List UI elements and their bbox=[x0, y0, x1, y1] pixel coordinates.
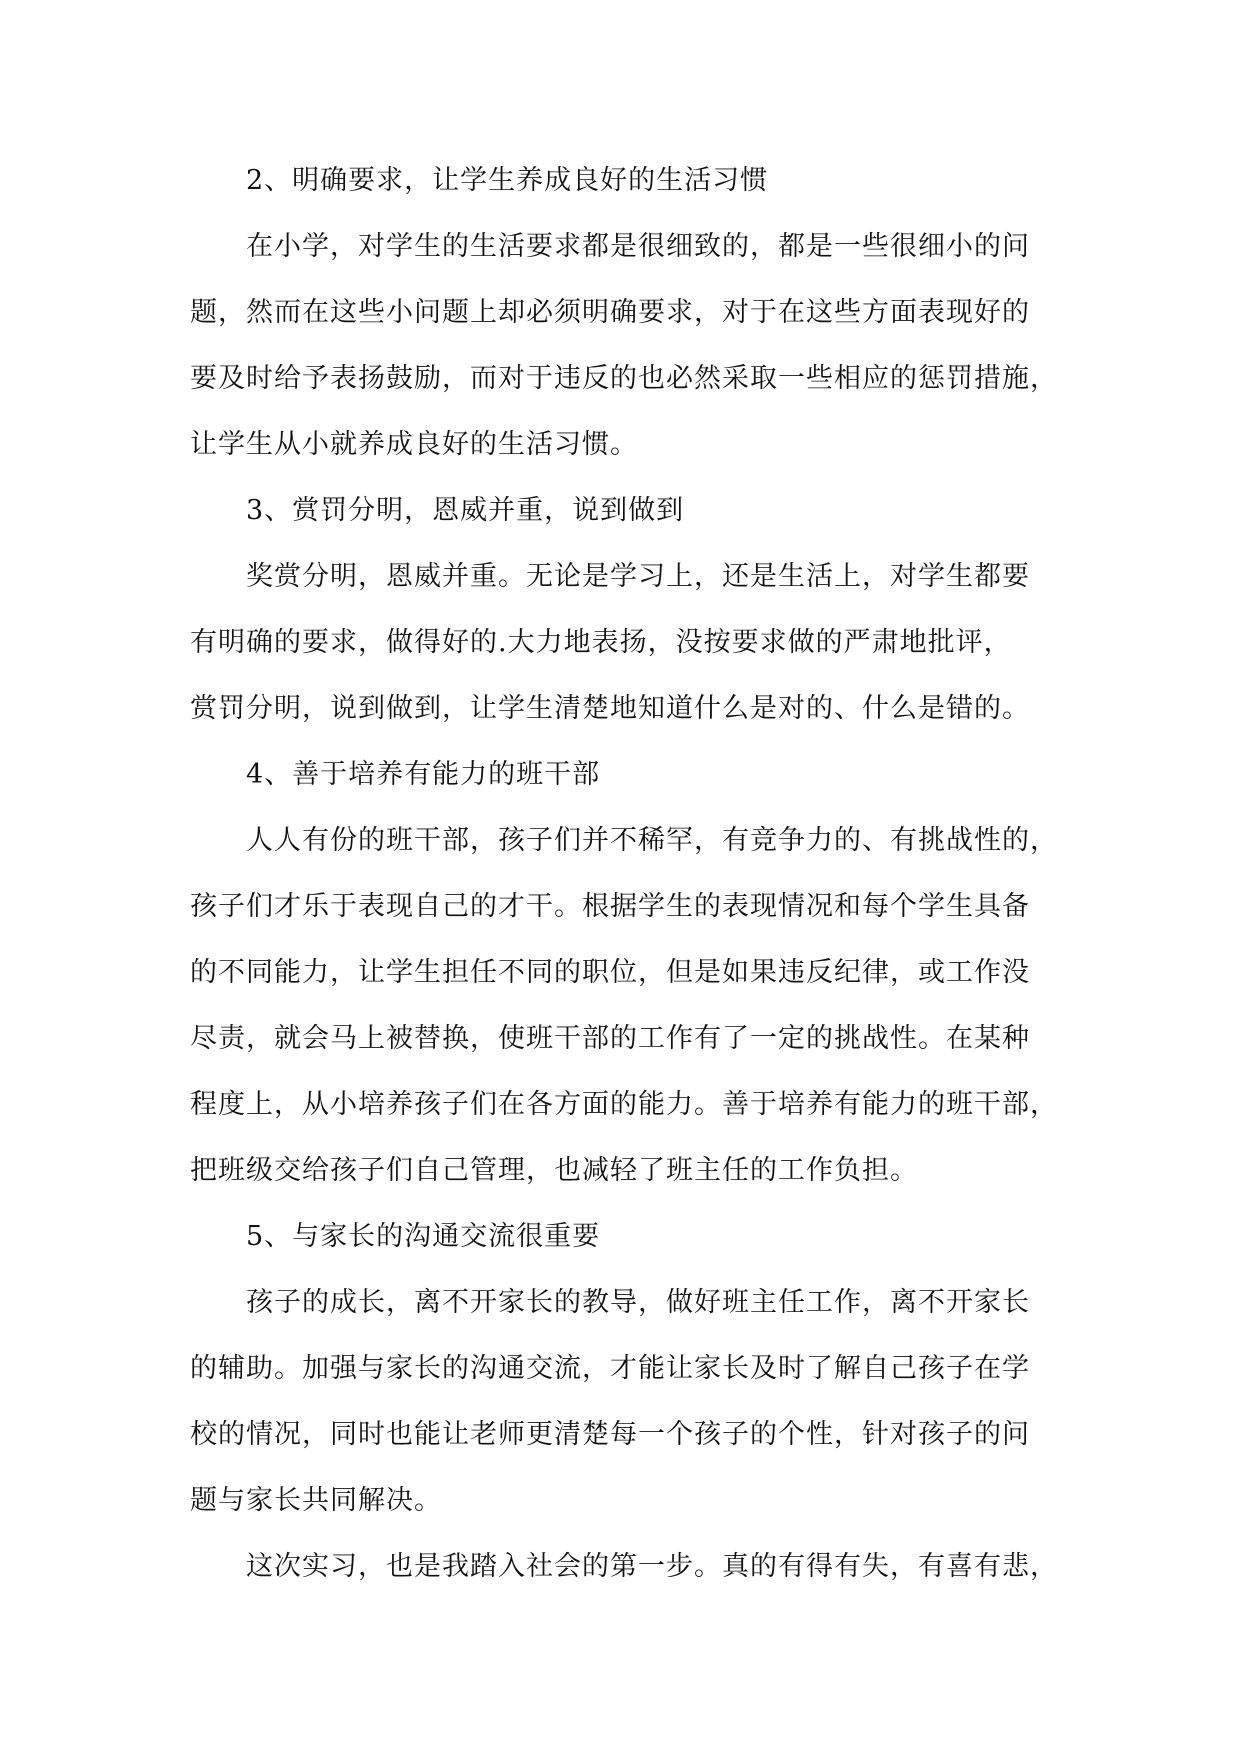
paragraph-line: 校的情况，同时也能让老师更清楚每一个孩子的个性，针对孩子的问 bbox=[190, 1419, 1030, 1450]
paragraph-line: 题，然而在这些小问题上却必须明确要求，对于在这些方面表现好的 bbox=[190, 297, 1030, 328]
paragraph-line: 奖赏分明，恩威并重。无论是学习上，还是生活上，对学生都要 bbox=[246, 561, 1030, 592]
paragraph-line: 要及时给予表扬鼓励，而对于违反的也必然采取一些相应的惩罚措施， bbox=[190, 363, 1058, 394]
paragraph-line: 赏罚分明，说到做到，让学生清楚地知道什么是对的、什么是错的。 bbox=[190, 693, 1030, 724]
paragraph-line: 人人有份的班干部，孩子们并不稀罕，有竞争力的、有挑战性的， bbox=[246, 825, 1058, 856]
paragraph-line: 的不同能力，让学生担任不同的职位，但是如果违反纪律，或工作没 bbox=[190, 957, 1030, 988]
document-page bbox=[190, 148, 1060, 1600]
paragraph-line: 有明确的要求，做得好的.大力地表扬，没按要求做的严肃地批评， bbox=[190, 627, 1012, 658]
paragraph-line: 把班级交给孩子们自己管理，也减轻了班主任的工作负担。 bbox=[190, 1155, 918, 1186]
section-heading-4: 4、善于培养有能力的班干部 bbox=[246, 759, 601, 790]
section-heading-2: 2、明确要求，让学生养成良好的生活习惯 bbox=[246, 165, 769, 196]
section-heading-3: 3、赏罚分明，恩威并重，说到做到 bbox=[246, 495, 685, 526]
section-heading-5: 5、与家长的沟通交流很重要 bbox=[246, 1221, 601, 1252]
paragraph-line: 尽责，就会马上被替换，使班干部的工作有了一定的挑战性。在某种 bbox=[190, 1023, 1030, 1054]
paragraph-line: 这次实习，也是我踏入社会的第一步。真的有得有失，有喜有悲， bbox=[246, 1551, 1058, 1582]
paragraph-line: 让学生从小就养成良好的生活习惯。 bbox=[190, 429, 638, 460]
paragraph-line: 的辅助。加强与家长的沟通交流，才能让家长及时了解自己孩子在学 bbox=[190, 1353, 1030, 1384]
paragraph-line: 孩子的成长，离不开家长的教导，做好班主任工作，离不开家长 bbox=[246, 1287, 1030, 1318]
paragraph-line: 题与家长共同解决。 bbox=[190, 1485, 442, 1516]
paragraph-line: 孩子们才乐于表现自己的才干。根据学生的表现情况和每个学生具备 bbox=[190, 891, 1030, 922]
paragraph-line: 程度上，从小培养孩子们在各方面的能力。善于培养有能力的班干部， bbox=[190, 1089, 1058, 1120]
paragraph-line: 在小学，对学生的生活要求都是很细致的，都是一些很细小的问 bbox=[246, 231, 1030, 262]
